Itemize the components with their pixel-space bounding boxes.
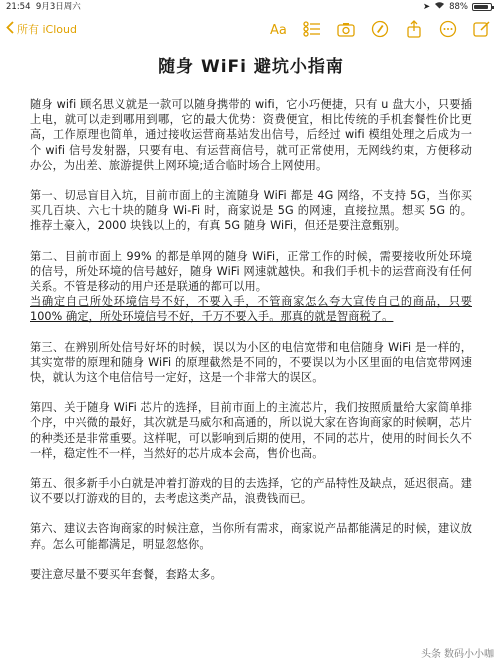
note-paragraph-intro: 随身 wifi 顾名思义就是一款可以随身携带的 wifi，它小巧便捷，只有 u 盘大小，只要插上电，就可以走到哪用到哪，它的最大优势：资费便宜，相比传统的手机套餐性价比更高，工作原理也简单，通过接收运营商基站发出信号，后经过 wifi 模组处理之后成为一个 wifi 信号发射器，只要有电、有运营商信号，就可正常使用，无网线约束，方便移动办公，为出差、旅游提供上网环境;适合临时场合上网使用。 xyxy=(30,98,472,172)
note-paragraph-3: 第三、在辨别所处信号好坏的时候，误以为小区的电信宽带和电信随身 WiFi 是一样的，其实宽带的原理和随身 WiFi 的原理截然是不同的，不要误以为小区里面的电信宽带网速快，就认为这个电信信号一定好，这是一个非常大的误区。 xyxy=(30,340,472,385)
format-text-icon[interactable] xyxy=(268,19,288,39)
camera-icon[interactable] xyxy=(336,19,356,39)
status-date: 9月3日周六 xyxy=(35,2,81,12)
location-icon: ➤ xyxy=(422,2,431,12)
chevron-left-icon xyxy=(6,21,14,37)
toolbar-actions xyxy=(268,19,492,39)
status-time-date xyxy=(6,0,81,14)
compose-icon[interactable] xyxy=(472,19,492,39)
note-body[interactable] xyxy=(30,50,472,597)
watermark-text: 数码小小咖 xyxy=(444,649,494,660)
note-title: 随身 WiFi 避坑小指南 xyxy=(158,57,344,77)
wifi-icon xyxy=(434,0,445,14)
checklist-icon[interactable] xyxy=(302,19,322,39)
watermark xyxy=(421,645,494,660)
note-paragraph-4: 第四、关于随身 WiFi 芯片的选择，目前市面上的主流芯片，我们按照质量给大家简单排个序，中兴微的最好，其次就是马威尔和高通的，所以说大家在咨询商家的时候啊，芯片的种类还是非常重要。这样呢，可以影响到后期的使用，不同的芯片，使用的时间长久不一样，稳定性不一样，当然好的芯片成本会高，售价也高。 xyxy=(30,401,472,460)
note-paragraph-2-underlined: 当确定自己所处环境信号不好，不要入手，不管商家怎么夸大宣传自己的商品，只要 100% 确定，所处环境信号不好，千万不要入手。那真的就是智商税了。 xyxy=(30,295,472,324)
watermark-prefix: 头条 xyxy=(421,649,441,660)
share-icon[interactable] xyxy=(404,19,424,39)
battery-percent: 88% xyxy=(449,2,468,12)
note-paragraph-7: 要注意尽量不要买年套餐，套路太多。 xyxy=(30,567,222,581)
back-button[interactable] xyxy=(6,20,77,38)
status-bar xyxy=(0,0,500,14)
note-paragraph-6: 第六、建议去咨询商家的时候注意，当你所有需求，商家说产品都能满足的时候，建议放弃。怎么可能都满足，明显忽悠你。 xyxy=(30,522,472,551)
note-paragraph-2 xyxy=(30,249,472,325)
note-paragraph-5: 第五、很多新手小白就是冲着打游戏的目的去选择，它的产品特性及缺点，延迟很高。建议不要以打游戏的目的，去考虑这类产品，浪费钱而已。 xyxy=(30,477,472,506)
more-options-icon[interactable] xyxy=(438,19,458,39)
note-paragraph-1: 第一、切忌盲目入坑，目前市面上的主流随身 WiFi 都是 4G 网络，不支持 5G，当你买买几百块、六七十块的随身 Wi-Fi 时，商家说是 5G 的网速，直接拉黑。想买 5G 的。推荐土豪入，2000 块钱以上的，有真 5G 随身 WiFi，但还是要注意甄别。 xyxy=(30,189,472,233)
back-label: 所有 iCloud xyxy=(17,23,77,36)
status-indicators xyxy=(423,0,492,14)
svg-text:Aa: Aa xyxy=(270,23,287,37)
notes-toolbar xyxy=(0,14,500,44)
battery-fill xyxy=(474,5,488,9)
markup-pen-icon[interactable] xyxy=(370,19,390,39)
note-paragraph-2-text: 第二、目前市面上 99% 的都是单网的随身 WiFi，正常工作的时候，需要接收所处环境的信号，所处环境的信号越好，随身 WiFi 网速就越快。和我们手机卡的运营商没有任何关系。不管是移动的用户还是联通的都可以用。 xyxy=(30,249,472,294)
battery-icon xyxy=(472,3,492,11)
status-time: 21:54 xyxy=(6,2,31,12)
